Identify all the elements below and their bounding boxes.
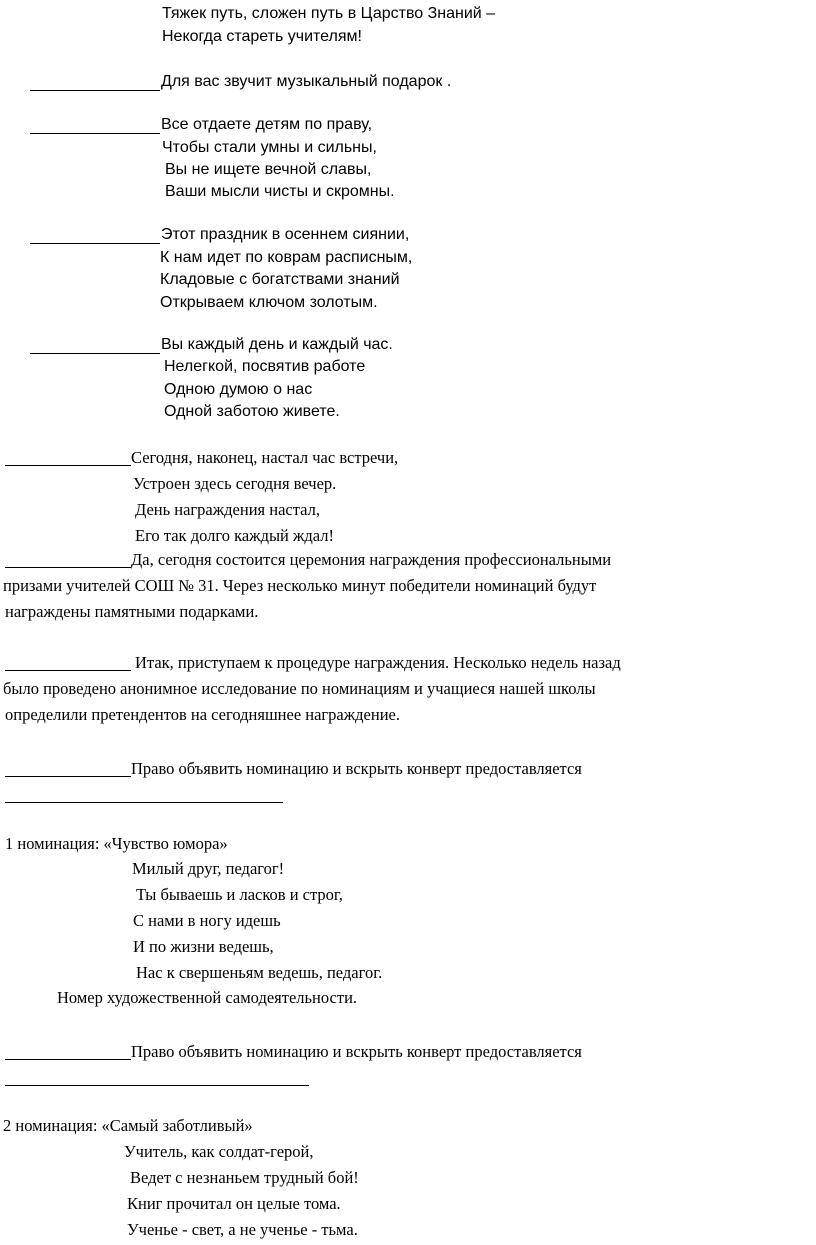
presenter-blank-line	[5, 1085, 309, 1086]
speaker-blank-line	[30, 353, 160, 354]
verse-line: Ведет с незнаньем трудный бой!	[130, 1168, 359, 1187]
verse-line: Все отдаете детям по праву,	[161, 116, 373, 133]
verse-line: Нелегкой, посвятив работе	[164, 358, 366, 375]
verse-line: Милый друг, педагог!	[132, 859, 285, 878]
verse-line: Его так долго каждый ждал!	[135, 526, 334, 545]
announce-line: Право объявить номинацию и вскрыть конверт предоставляется	[131, 1042, 582, 1061]
verse-line: Учитель, как солдат-герой,	[124, 1142, 314, 1161]
speaker-blank-line	[5, 465, 131, 466]
verse-line: К нам идет по коврам расписным,	[160, 249, 413, 266]
verse-line: Сегодня, наконец, настал час встречи,	[131, 448, 399, 467]
paragraph-line: определили претендентов на сегодняшнее награждение.	[5, 705, 400, 724]
paragraph-line: Итак, приступаем к процедуре награждения. Несколько недель назад	[135, 653, 621, 672]
verse-line: Книг прочитал он целые тома.	[127, 1194, 341, 1213]
verse-line: Ваши мысли чисты и скромны.	[165, 183, 395, 200]
verse-line: Этот праздник в осеннем сиянии,	[161, 226, 410, 243]
speaker-blank-line	[5, 567, 131, 568]
paragraph-line: было проведено анонимное исследование по номинациям и учащиеся нашей школы	[3, 679, 596, 698]
announce-line: Право объявить номинацию и вскрыть конверт предоставляется	[131, 759, 582, 778]
nomination-title: 1 номинация: «Чувство юмора»	[5, 834, 228, 853]
speaker-blank-line	[30, 243, 160, 244]
verse-line: И по жизни ведешь,	[133, 937, 274, 956]
verse-line: Ты бываешь и ласков и строг,	[136, 885, 343, 904]
verse-line: Чтобы стали умны и сильны,	[162, 139, 377, 156]
verse-line: Тяжек путь, сложен путь в Царство Знаний –	[162, 5, 496, 22]
verse-line: Одной заботою живете.	[164, 403, 340, 420]
presenter-blank-line	[5, 802, 283, 803]
verse-line: Вы не ищете вечной славы,	[165, 161, 372, 178]
speaker-blank-line	[5, 776, 131, 777]
verse-line: Некогда стареть учителям!	[162, 28, 362, 45]
speaker-blank-line	[30, 90, 160, 91]
gift-line: Для вас звучит музыкальный подарок .	[161, 73, 452, 90]
paragraph-line: призами учителей СОШ № 31. Через несколько минут победители номинаций будут	[3, 576, 597, 595]
speaker-blank-line	[5, 670, 131, 671]
verse-line: Вы каждый день и каждый час.	[161, 336, 393, 353]
verse-line: С нами в ногу идешь	[133, 911, 281, 930]
verse-line: Ученье - свет, а не ученье - тьма.	[127, 1220, 358, 1239]
verse-line: Устроен здесь сегодня вечер.	[133, 474, 337, 493]
verse-line: День награждения настал,	[135, 500, 320, 519]
verse-line: Нас к свершеньям ведешь, педагог.	[136, 963, 383, 982]
speaker-blank-line	[5, 1059, 131, 1060]
nomination-title: 2 номинация: «Самый заботливый»	[3, 1116, 253, 1135]
performance-note: Номер художественной самодеятельности.	[57, 988, 358, 1007]
paragraph-line: награждены памятными подарками.	[5, 602, 259, 621]
paragraph-line: Да, сегодня состоится церемония награждения профессиональными	[131, 550, 612, 569]
speaker-blank-line	[30, 133, 160, 134]
verse-line: Кладовые с богатствами знаний	[160, 271, 400, 288]
verse-line: Открываем ключом золотым.	[160, 294, 378, 311]
verse-line: Одною думою о нас	[164, 381, 313, 398]
